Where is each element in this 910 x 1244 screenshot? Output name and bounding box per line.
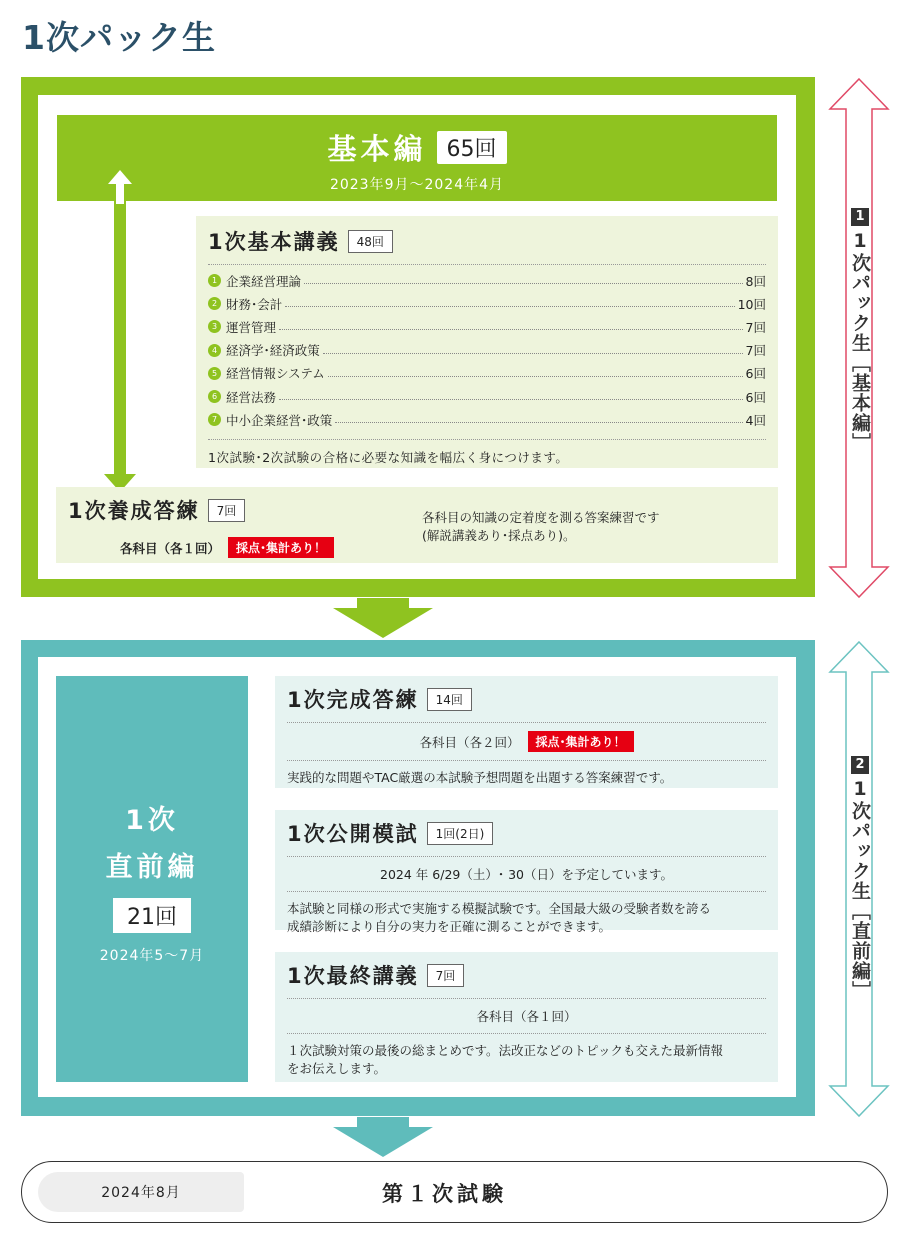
- number-circle-icon: 2: [208, 297, 221, 310]
- list-item: [208, 385, 766, 408]
- saishu-sub: [287, 1007, 766, 1025]
- kansei-box: [275, 676, 778, 788]
- kihon-title: 基本編: [327, 132, 427, 166]
- side-text: 1次パック生: [849, 778, 871, 901]
- page-title: 1次パック生: [22, 18, 216, 57]
- subject-count: 6回: [745, 366, 766, 382]
- exam-pill: [21, 1161, 888, 1223]
- down-arrow-icon: [333, 1117, 433, 1157]
- number-circle-icon: 7: [208, 413, 221, 426]
- list-item: [208, 292, 766, 315]
- down-arrow-icon: [333, 598, 433, 638]
- yousei-sub-text: 各科目（各１回）: [120, 540, 221, 556]
- divider: [287, 722, 766, 723]
- saishu-box: [275, 952, 778, 1082]
- moshi-sub-text: 2024 年 6/29（土）･ 30（日）を予定しています。: [380, 867, 673, 882]
- list-item: [208, 315, 766, 338]
- chokuzen-count: 21回: [113, 898, 191, 933]
- number-circle-icon: 3: [208, 320, 221, 333]
- side-bracket: ［直前編］: [849, 901, 871, 1001]
- subject-name: 経営情報システム: [226, 366, 325, 382]
- yousei-desc-line: (解説講義あり･採点あり)。: [422, 528, 576, 543]
- number-circle-icon: 6: [208, 390, 221, 403]
- exam-title: 第１次試験: [382, 1182, 507, 1206]
- subject-name: 中小企業経営･政策: [226, 412, 333, 428]
- kihon-kougi-count: 48回: [348, 230, 393, 253]
- kansei-sub-text: 各科目（各２回）: [419, 734, 520, 750]
- leader-dots: [279, 329, 743, 330]
- side-label-chokuzen: [847, 756, 873, 1001]
- subject-name: 企業経営理論: [226, 273, 302, 289]
- subject-count: 7回: [745, 319, 766, 335]
- chokuzen-label-1: 1次: [125, 805, 179, 836]
- divider: [287, 891, 766, 892]
- saishu-title: 1次最終講義: [287, 964, 419, 988]
- subject-count: 8回: [745, 273, 766, 289]
- chokuzen-dates: 2024年5～7月: [99, 948, 205, 964]
- moshi-count: 1回(2日): [427, 822, 494, 845]
- leader-dots: [323, 353, 743, 354]
- kihon-kougi-title: 1次基本講義: [208, 230, 340, 254]
- double-arrow-icon: [100, 164, 140, 494]
- subject-count: 6回: [745, 389, 766, 405]
- scoring-badge: 採点･集計あり！: [528, 731, 634, 752]
- kihon-count: 65回: [437, 131, 507, 164]
- yousei-count: 7回: [208, 499, 246, 522]
- saishu-desc-line: １次試験対策の最後の総まとめです。法改正などのトピックも交えた最新情報: [287, 1043, 724, 1058]
- kansei-desc: 実践的な問題やTAC厳選の本試験予想問題を出題する答案練習です。: [287, 770, 673, 785]
- saishu-sub-text: 各科目（各１回）: [476, 1009, 577, 1024]
- yousei-box: [56, 487, 778, 563]
- divider: [287, 998, 766, 999]
- moshi-desc-line: 成績診断により自分の実力を正確に測ることができます。: [287, 919, 612, 934]
- moshi-title: 1次公開模試: [287, 822, 419, 846]
- side-text: 1次パック生: [849, 230, 871, 353]
- subject-count: 4回: [745, 412, 766, 428]
- number-circle-icon: 1: [208, 274, 221, 287]
- yousei-desc: [422, 509, 660, 545]
- list-item: [208, 362, 766, 385]
- kansei-count: 14回: [427, 688, 472, 711]
- subject-count: 7回: [745, 343, 766, 359]
- side-number: 1: [851, 208, 869, 226]
- side-number: 2: [851, 756, 869, 774]
- side-label-kihon: [847, 208, 873, 453]
- kihon-kougi-box: [196, 216, 778, 468]
- divider: [287, 760, 766, 761]
- saishu-desc: [287, 1042, 766, 1078]
- kansei-sub: [287, 731, 766, 752]
- subject-count: 10回: [737, 296, 766, 312]
- yousei-title: 1次養成答練: [68, 499, 200, 523]
- list-item: [208, 408, 766, 431]
- kansei-title: 1次完成答練: [287, 688, 419, 712]
- moshi-desc-line: 本試験と同様の形式で実施する模擬試験です。全国最大級の受験者数を誇る: [287, 901, 712, 916]
- number-circle-icon: 4: [208, 344, 221, 357]
- subject-name: 経営法務: [226, 389, 277, 405]
- yousei-desc-line: 各科目の知識の定着度を測る答案練習です: [422, 510, 660, 525]
- leader-dots: [328, 376, 743, 377]
- leader-dots: [279, 399, 743, 400]
- subject-name: 運営管理: [226, 319, 277, 335]
- yousei-sub: [120, 537, 334, 558]
- subject-name: 経済学･経済政策: [226, 343, 320, 359]
- list-item: [208, 339, 766, 362]
- divider: [287, 1033, 766, 1034]
- leader-dots: [285, 306, 734, 307]
- moshi-desc: [287, 900, 766, 936]
- moshi-box: [275, 810, 778, 934]
- yousei-title-row: [68, 495, 245, 525]
- kihon-header: [57, 115, 777, 201]
- kihon-kougi-note: 1次試験･2次試験の合格に必要な知識を幅広く身につけます。: [208, 450, 569, 466]
- kihon-dates: 2023年9月～2024年4月: [329, 177, 505, 193]
- leader-dots: [304, 283, 743, 284]
- chokuzen-panel: [56, 676, 248, 1082]
- exam-date: 2024年8月: [38, 1172, 244, 1212]
- moshi-sub: [287, 865, 766, 883]
- saishu-count: 7回: [427, 964, 465, 987]
- leader-dots: [335, 422, 742, 423]
- scoring-badge: 採点･集計あり！: [228, 537, 334, 558]
- divider: [287, 856, 766, 857]
- saishu-desc-line: をお伝えします。: [287, 1061, 387, 1076]
- chokuzen-label-2: 直前編: [105, 852, 199, 883]
- subject-name: 財務･会計: [226, 296, 283, 312]
- list-item: [208, 269, 766, 292]
- side-bracket: ［基本編］: [849, 353, 871, 453]
- number-circle-icon: 5: [208, 367, 221, 380]
- divider: [208, 264, 766, 265]
- subject-list: [208, 269, 766, 431]
